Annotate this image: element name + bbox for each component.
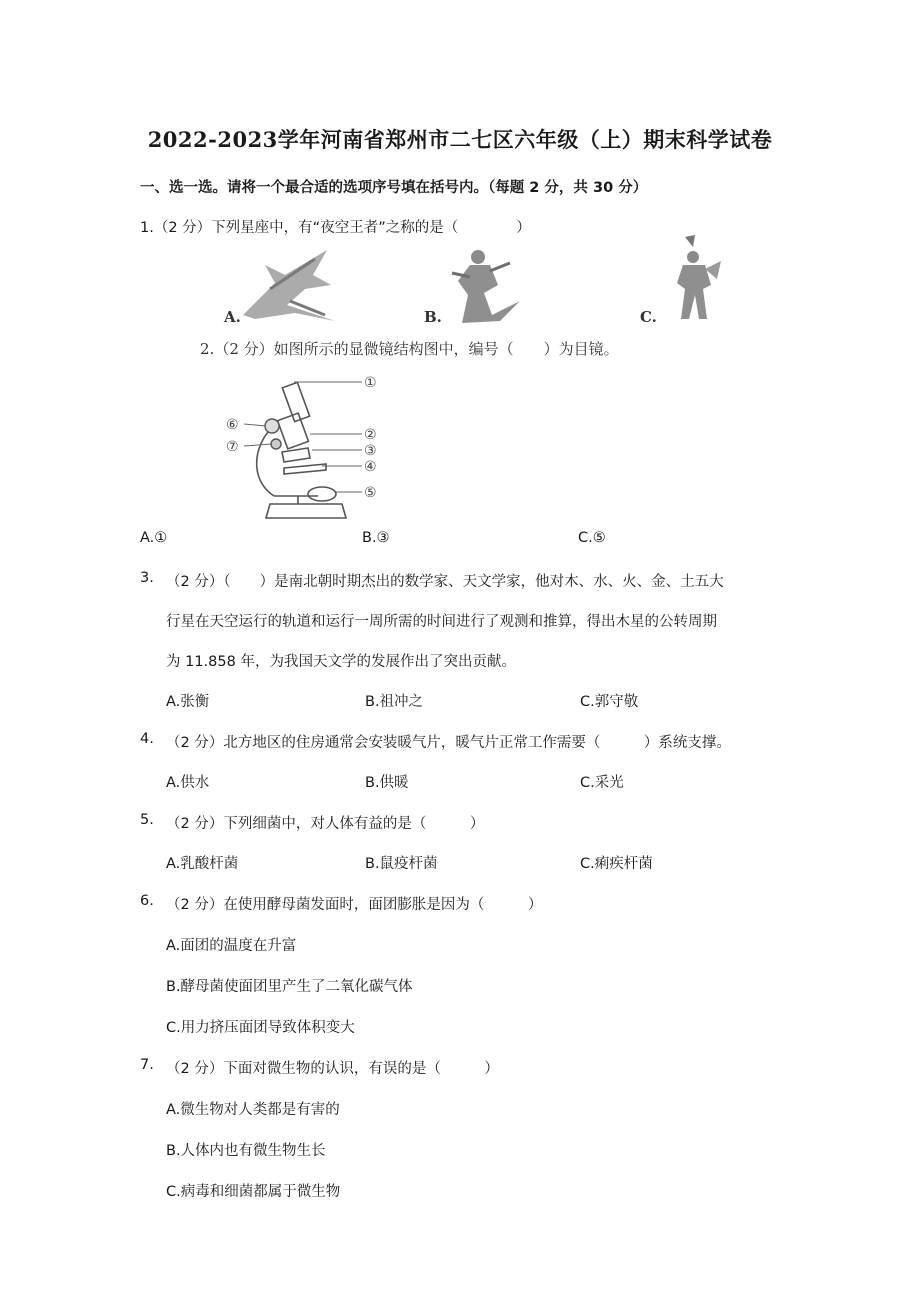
question-3-number: 3. xyxy=(140,570,154,586)
q5-option-c: C.痢疾杆菌 xyxy=(580,856,653,872)
question-3-line-2: 行星在天空运行的轨道和运行一周所需的时间进行了观测和推算，得出木星的公转周期 xyxy=(166,614,717,630)
question-6-stem: （2 分）在使用酵母菌发面时，面团膨胀是因为（ ） xyxy=(166,897,543,913)
q6-option-b: B.酵母菌使面团里产生了二氧化碳气体 xyxy=(166,979,413,995)
q2-option-c: C.⑤ xyxy=(578,530,606,546)
question-2 xyxy=(200,338,619,359)
question-stem: （2 分）下列星座中，有“夜空王者”之称的是（ ） xyxy=(153,220,531,236)
constellation-image-b xyxy=(440,245,530,325)
image-label-a: A. xyxy=(224,308,241,326)
q7-option-c: C.病毒和细菌都属于微生物 xyxy=(166,1184,341,1200)
question-3-line-1: （2 分）（ ）是南北朝时期杰出的数学家、天文学家，他对木、水、火、金、土五大 xyxy=(166,574,724,590)
q3-option-a: A.张衡 xyxy=(166,694,210,710)
q7-option-b: B.人体内也有微生物生长 xyxy=(166,1143,326,1159)
callout-3: ③ xyxy=(364,443,377,459)
callout-5: ⑤ xyxy=(364,485,377,501)
page-title: 2022-2023学年河南省郑州市二七区六年级（上）期末科学试卷 xyxy=(147,127,773,152)
q5-option-b: B.鼠疫杆菌 xyxy=(365,856,438,872)
q6-option-a: A.面团的温度在升富 xyxy=(166,938,297,954)
callout-1: ① xyxy=(364,375,377,391)
question-7-number: 7. xyxy=(140,1057,154,1073)
q3-option-c: C.郭守敬 xyxy=(580,694,639,710)
q7-option-a: A.微生物对人类都是有害的 xyxy=(166,1102,340,1118)
question-6-number: 6. xyxy=(140,893,154,909)
q3-option-b: B.祖冲之 xyxy=(365,694,424,710)
question-number: 1. xyxy=(140,220,154,236)
question-5-number: 5. xyxy=(140,812,154,828)
question-7-stem: （2 分）下面对微生物的认识，有误的是（ ） xyxy=(166,1061,499,1077)
section-heading: 一、选一选。请将一个最合适的选项序号填在括号内。（每题 2 分，共 30 分） xyxy=(140,180,648,196)
image-label-c: C. xyxy=(640,308,657,326)
question-4-stem: （2 分）北方地区的住房通常会安装暖气片，暖气片正常工作需要（ ）系统支撑。 xyxy=(166,735,731,751)
question-number: 2. xyxy=(200,340,215,358)
q2-option-b: B.③ xyxy=(362,530,390,546)
constellation-image-c xyxy=(665,233,725,325)
callout-7: ⑦ xyxy=(226,439,239,455)
callout-6: ⑥ xyxy=(226,417,239,433)
question-4-number: 4. xyxy=(140,731,154,747)
image-label-b: B. xyxy=(424,308,442,326)
question-5-stem: （2 分）下列细菌中，对人体有益的是（ ） xyxy=(166,816,485,832)
callout-4: ④ xyxy=(364,459,377,475)
microscope-diagram xyxy=(222,372,392,528)
q4-option-b: B.供暖 xyxy=(365,775,409,791)
q4-option-c: C.采光 xyxy=(580,775,624,791)
constellation-image-a xyxy=(235,245,350,325)
q4-option-a: A.供水 xyxy=(166,775,210,791)
question-3-line-3: 为 11.858 年，为我国天文学的发展作出了突出贡献。 xyxy=(166,654,516,670)
callout-2: ② xyxy=(364,427,377,443)
question-1 xyxy=(140,216,531,237)
q5-option-a: A.乳酸杆菌 xyxy=(166,856,239,872)
q2-option-a: A.① xyxy=(140,530,168,546)
question-stem: （2 分）如图所示的显微镜结构图中，编号（ ）为目镜。 xyxy=(214,340,619,358)
q6-option-c: C.用力挤压面团导致体积变大 xyxy=(166,1020,355,1036)
